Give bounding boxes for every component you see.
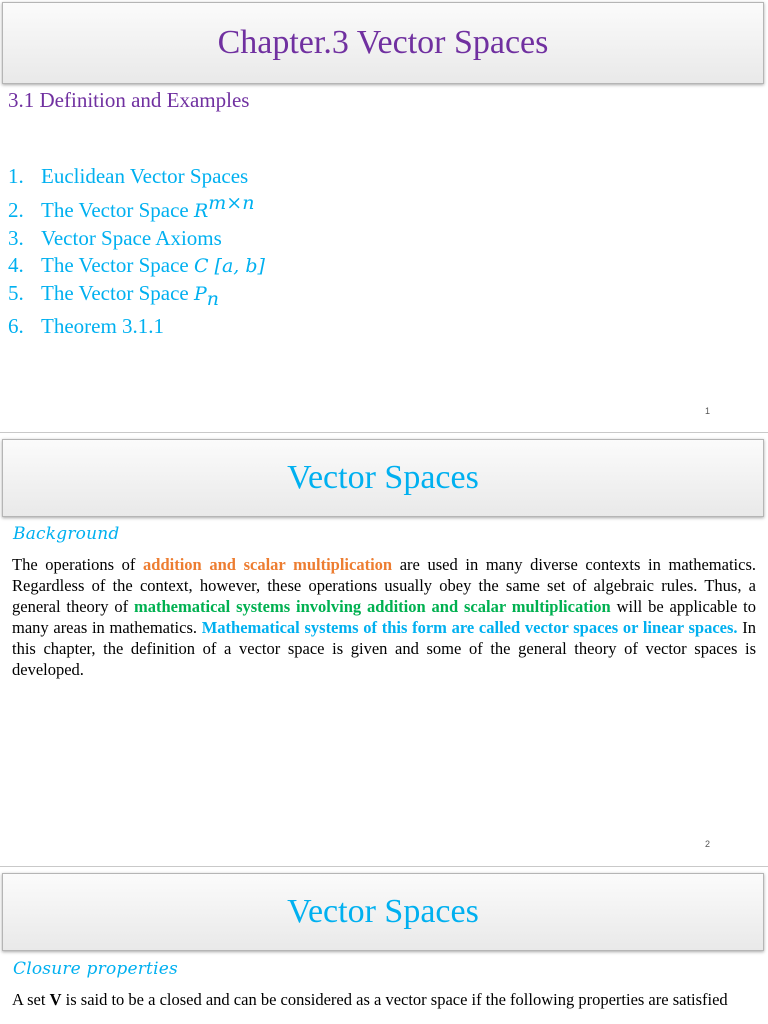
slide-title-bar bbox=[2, 873, 764, 951]
item-number: 2. bbox=[8, 198, 24, 222]
closure-paragraph: A set V is said to be a closed and can be considered as a vector space if the following properties are satisfied bbox=[12, 990, 728, 1009]
list-item bbox=[8, 225, 265, 252]
slide-title-bar bbox=[2, 2, 764, 84]
list-item bbox=[8, 280, 265, 313]
item-text: The Vector Space bbox=[41, 281, 194, 305]
slide-title: Vector Spaces bbox=[287, 459, 479, 496]
item-text: The Vector Space bbox=[41, 198, 194, 222]
math-subscript: n bbox=[206, 288, 220, 311]
item-number: 3. bbox=[8, 226, 24, 250]
math-symbol: C [a, b] bbox=[193, 255, 265, 277]
chapter-title: Chapter.3 Vector Spaces bbox=[217, 24, 549, 61]
slide-title: Vector Spaces bbox=[287, 893, 479, 930]
item-text: Vector Space Axioms bbox=[41, 226, 222, 250]
section-subtitle: 3.1 Definition and Examples bbox=[8, 88, 250, 112]
page-number: 1 bbox=[704, 406, 710, 416]
item-number: 6. bbox=[8, 314, 24, 339]
item-text: The Vector Space bbox=[41, 253, 194, 277]
item-number: 1. bbox=[8, 164, 24, 188]
list-item bbox=[8, 190, 265, 225]
list-item bbox=[8, 252, 265, 280]
list-item bbox=[8, 313, 265, 340]
item-number: 5. bbox=[8, 281, 24, 305]
slide-title-bar bbox=[2, 439, 764, 517]
item-text: Theorem 3.1.1 bbox=[41, 314, 165, 339]
math-symbol: P bbox=[193, 283, 207, 305]
item-number: 4. bbox=[8, 253, 24, 277]
highlight-orange: addition and scalar multiplication bbox=[143, 555, 393, 574]
list-item bbox=[8, 163, 265, 190]
set-symbol: V bbox=[49, 990, 62, 1009]
slide-1 bbox=[0, 0, 768, 432]
closure-properties-label: Closure properties bbox=[13, 959, 178, 979]
page-number: 2 bbox=[704, 839, 710, 849]
math-symbol: R bbox=[193, 200, 209, 222]
highlight-green: mathematical systems involving addition and scalar multiplication bbox=[134, 597, 611, 616]
slide-3 bbox=[0, 867, 768, 1024]
math-superscript: m×n bbox=[208, 192, 255, 214]
slide-2 bbox=[0, 433, 768, 866]
background-paragraph: The operations of addition and scalar multiplication are used in many diverse contexts in mathematics. Regardless of the context, however, these operations usually obey the same set of algebraic rules. Thus, a general theory of mathematical systems involving addition and scalar multiplication will be applicable to many areas in mathematics. Mathematical systems of this form are called vector spaces or linear spaces. In this chapter, the definition of a vector space is given and some of the general theory of vector spaces is developed. bbox=[12, 555, 757, 679]
highlight-cyan: Mathematical systems of this form are called vector spaces or linear spaces. bbox=[201, 618, 738, 637]
item-text: Euclidean Vector Spaces bbox=[41, 164, 249, 188]
contents-list bbox=[8, 163, 265, 340]
background-label: Background bbox=[13, 524, 120, 544]
